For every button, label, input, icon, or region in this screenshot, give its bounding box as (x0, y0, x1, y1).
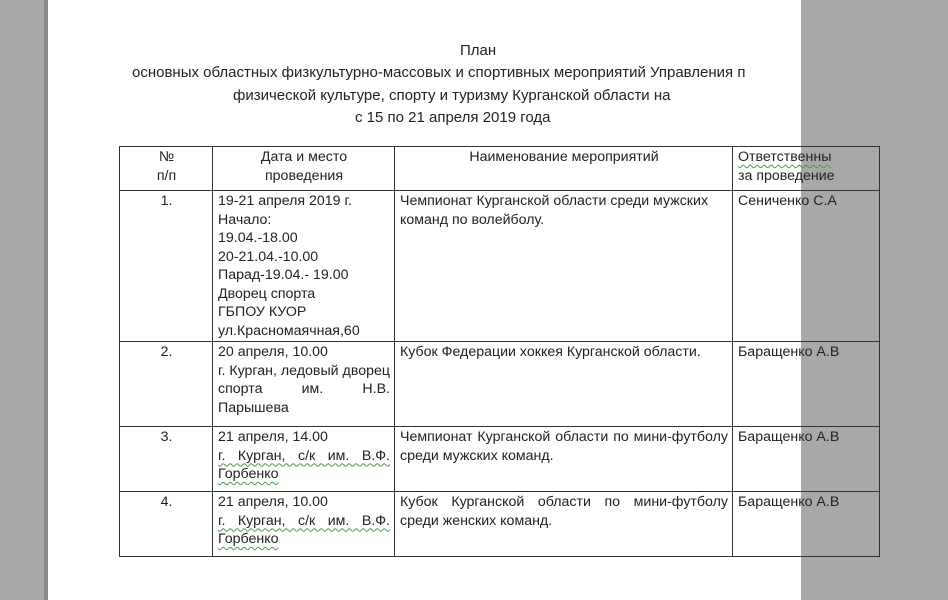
date-place: г. Курган, ледовый дворец спорта им. Н.В. Парышева (218, 362, 390, 416)
header-resp-line1: Ответственны (738, 149, 832, 165)
header-num-line2: п/п (156, 167, 177, 184)
date-place: г. Курган, с/к им. В.Ф. Горбенко (218, 447, 390, 482)
header-date (213, 147, 395, 191)
schedule-table (119, 146, 880, 557)
date-line: Дворец спорта (218, 285, 316, 302)
date-line: ГБПОУ КУОР (218, 304, 307, 320)
header-date-line2: проведения (264, 167, 344, 184)
document-page (47, 0, 840, 600)
header-resp-line2: за проведение (738, 167, 835, 184)
date-line: Парад-19.04.- 19.00 (218, 267, 349, 283)
row-responsible: Баращенко А.В (733, 427, 880, 492)
title-line-4: с 15 по 21 апреля 2019 года (355, 109, 551, 126)
title-line-1: План (460, 42, 497, 59)
row-date (213, 492, 395, 557)
date-line: 20 апреля, 10.00 (218, 344, 328, 360)
row-responsible: Баращенко А.В (733, 342, 880, 427)
row-date (213, 342, 395, 427)
date-line: 19-21 апреля 2019 г. (218, 193, 352, 209)
title-line-3: физической культуре, спорту и туризму Курганской области на (233, 87, 671, 104)
header-num-line1: № (158, 149, 175, 165)
row-event: Кубок Федерации хоккея Курганской области. (395, 342, 733, 427)
header-event (395, 147, 733, 191)
row-date (213, 191, 395, 342)
date-line: 20-21.04.-10.00 (218, 248, 319, 265)
date-line: ул.Красномаячная,60 (218, 322, 360, 339)
table-row (120, 342, 880, 427)
row-num: 2. (120, 342, 213, 427)
date-line: 19.04.-18.00 (218, 230, 298, 246)
row-num: 4. (120, 492, 213, 557)
date-line: Начало: (218, 211, 272, 228)
table-row (120, 191, 880, 342)
header-date-line1: Дата и место (260, 149, 348, 165)
table-header-row (120, 147, 880, 191)
table-row (120, 492, 880, 557)
date-place: г. Курган, с/к им. В.Ф. Горбенко (218, 512, 390, 547)
date-line: 21 апреля, 14.00 (218, 429, 328, 445)
header-responsible (733, 147, 880, 191)
header-event-label: Наименование мероприятий (469, 149, 659, 165)
date-line: 21 апреля, 10.00 (218, 494, 328, 510)
row-event: Чемпионат Курганской области по мини-футболу среди мужских команд. (395, 427, 733, 492)
row-event: Кубок Курганской области по мини-футболу среди женских команд. (395, 492, 733, 557)
row-num: 1. (120, 191, 213, 342)
header-num (120, 147, 213, 191)
row-event: Чемпионат Курганской области среди мужских команд по волейболу. (395, 191, 733, 342)
row-num: 3. (120, 427, 213, 492)
table-row (120, 427, 880, 492)
row-responsible: Сениченко С.А (733, 191, 880, 342)
row-responsible: Баращенко А.В (733, 492, 880, 557)
row-date (213, 427, 395, 492)
title-line-2: основных областных физкультурно-массовых и спортивных мероприятий Управления п (132, 64, 746, 81)
